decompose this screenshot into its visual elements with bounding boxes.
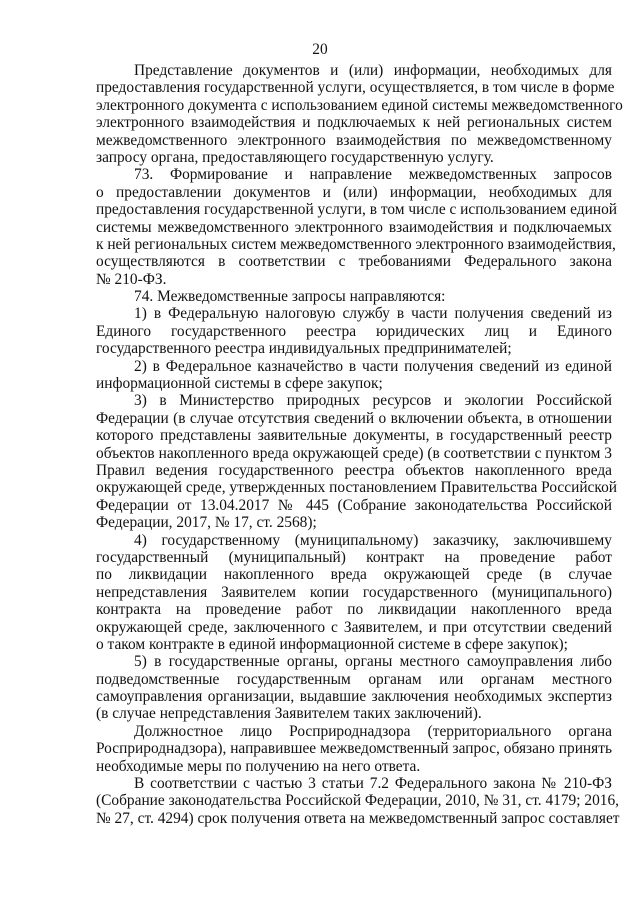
text-line: (в случае непредставления Заявителем таких заключений).	[96, 705, 482, 723]
text-line: о таком контракте в единой информационной системе в сфере закупок);	[96, 635, 568, 653]
text-line: о предоставлении документов и (или) информации, необходимых для	[96, 183, 612, 201]
text-line: 1) в Федеральную налоговую службу в части получения сведений из	[134, 305, 612, 323]
text-line: № 27, ст. 4294) срок получения ответа на межведомственный запрос составляет	[96, 809, 620, 827]
text-line: окружающей среде, утвержденных постановлением Правительства Российской	[96, 479, 618, 497]
text-line: В соответствии с частью 3 статьи 7.2 Федерального закона № 210-ФЗ	[134, 775, 612, 793]
text-line: электронного документа с использованием единой системы межведомственного	[96, 96, 623, 114]
text-line: 73. Формирование и направление межведомственных запросов	[134, 166, 612, 184]
text-line: 3) в Министерство природных ресурсов и экологии Российской	[134, 392, 612, 410]
text-line: Федерации, 2017, № 17, ст. 2568);	[96, 514, 317, 532]
text-line: предоставления государственной услуги, осуществляется, в том числе в форме	[96, 79, 615, 97]
text-line: № 210-ФЗ.	[96, 270, 167, 288]
text-line: осуществляются в соответствии с требованиями Федерального закона	[96, 253, 612, 271]
text-line: Правил ведения государственного реестра объектов накопленного вреда	[96, 461, 612, 479]
text-line: к ней региональных систем межведомственного электронного взаимодействия,	[96, 235, 616, 253]
text-line: 2) в Федеральное казначейство в части получения сведений из единой	[134, 357, 612, 375]
text-line: (Собрание законодательства Российской Федерации, 2010, № 31, ст. 4179; 2016,	[96, 792, 620, 810]
text-line: 4) государственному (муниципальному) заказчику, заключившему	[134, 531, 612, 549]
text-line: Федерации (в случае отсутствия сведений о включении объекта, в отношении	[96, 409, 612, 427]
text-line: Должностное лицо Росприроднадзора (территориального органа	[134, 722, 612, 740]
text-line: 5) в государственные органы, органы местного самоуправления либо	[134, 653, 612, 671]
text-line: электронного взаимодействия и подключаемых к ней региональных систем	[96, 114, 612, 132]
text-line: самоуправления организации, выдавшие заключения необходимых экспертиз	[96, 688, 612, 706]
text-line: межведомственного электронного взаимодействия по межведомственному	[96, 131, 612, 149]
text-line: системы межведомственного электронного взаимодействия и подключаемых	[96, 218, 612, 236]
text-line: Федерации от 13.04.2017 № 445 (Собрание законодательства Российской	[96, 496, 612, 514]
text-line: запросу органа, предоставляющего государственную услугу.	[96, 148, 494, 166]
text-line: государственного реестра индивидуальных предпринимателей;	[96, 340, 512, 358]
body-text	[96, 62, 623, 827]
text-line: контракта на проведение работ по ликвидации накопленного вреда	[96, 601, 612, 619]
text-line: Единого государственного реестра юридических лиц и Единого	[96, 322, 612, 340]
text-line: по ликвидации накопленного вреда окружающей среде (в случае	[96, 566, 612, 584]
text-line: Росприроднадзора), направившее межведомственный запрос, обязано принять	[96, 740, 612, 758]
text-line: окружающей среде, заключенного с Заявителем, и при отсутствии сведений	[96, 618, 612, 636]
page-number: 20	[312, 41, 328, 58]
text-line: государственный (муниципальный) контракт на проведение работ	[96, 548, 612, 566]
text-line: Представление документов и (или) информации, необходимых для	[134, 62, 612, 79]
text-line: которого представлены заявительные документы, в государственный реестр	[96, 427, 612, 445]
text-line: 74. Межведомственные запросы направляются:	[134, 288, 446, 306]
text-line: подведомственные государственным органам или органам местного	[96, 670, 612, 688]
text-line: информационной системы в сфере закупок;	[96, 375, 383, 393]
text-line: необходимые меры по получению на него ответа.	[96, 757, 421, 775]
text-line: непредставления Заявителем копии государственного (муниципального)	[96, 583, 612, 601]
text-line: объектов накопленного вреда окружающей среде) (в соответствии с пунктом 3	[96, 444, 612, 462]
text-line: предоставления государственной услуги, в том числе с использованием единой	[96, 201, 618, 219]
